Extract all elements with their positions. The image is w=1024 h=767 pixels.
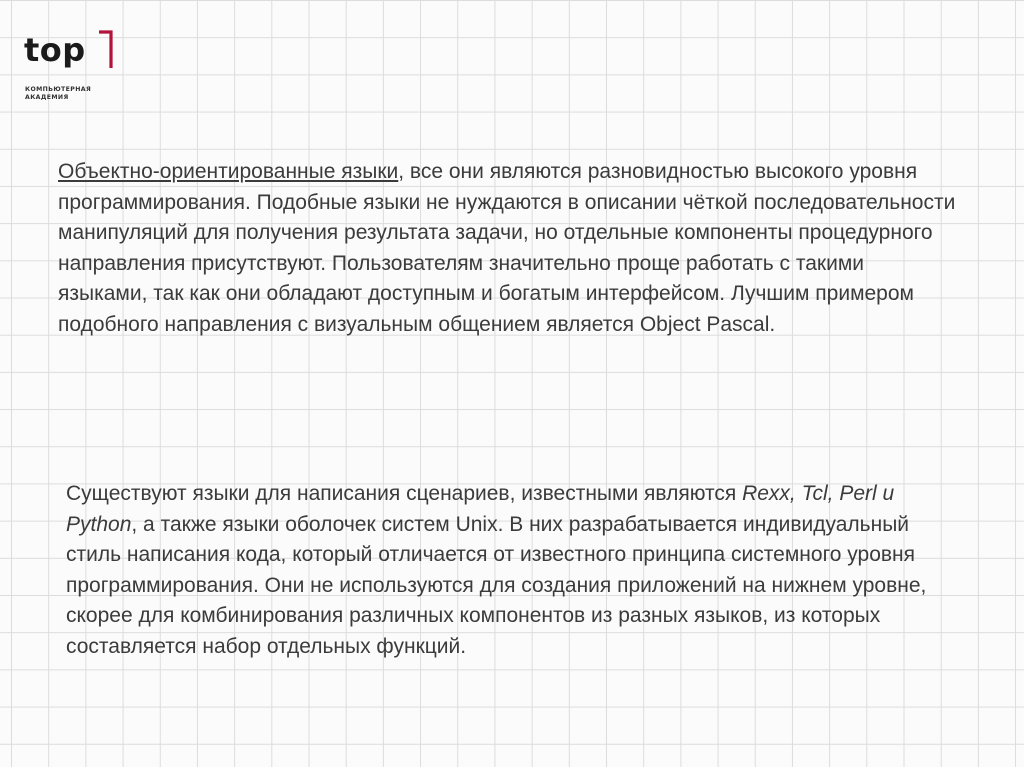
paragraph-scripting-languages [66, 479, 966, 662]
paragraph2-rest: , а также языки оболочек систем Unix. В них разрабатывается индивидуальный стиль написания кода, который отличается от известного принципа системного уровня программирования. Они не используются для создания приложений на нижнем уровне, скорее для комбинирования различных компонентов из разных языков, из которых составляется набор отдельных функций. [66, 512, 927, 658]
oop-languages-link[interactable]: Объектно-ориентированные языки [58, 160, 399, 183]
logo-subtitle-line1: КОМПЬЮТЕРНАЯ [25, 86, 92, 93]
paragraph2-lead: Существуют языки для написания сценариев, известными являются [66, 482, 743, 505]
logo-bracket-icon [98, 30, 114, 70]
logo-wordmark: top [24, 31, 86, 69]
paragraph-oop-languages [58, 157, 958, 340]
paragraph1-end: . [769, 312, 776, 336]
logo [24, 30, 124, 110]
logo-subtitle [25, 86, 91, 102]
logo-subtitle-line2: АКАДЕМИЯ [25, 94, 69, 101]
paragraph2-language-names: Rexx, Tcl, Perl и Python [66, 482, 895, 536]
paragraph1-text: , все они являются разновидностью высокого уровня программирования. Подобные языки не нуждаются в описании чёткой последовательности манипуляций для получения результата задачи, но отдельные компоненты процедурного направления присутствуют. Пользователям значительно проще работать с такими языками, так как они обладают доступным и богатым интерфейсом. Лучшим примером подобного направления с визуальным общением является Object Pascal [58, 160, 956, 336]
